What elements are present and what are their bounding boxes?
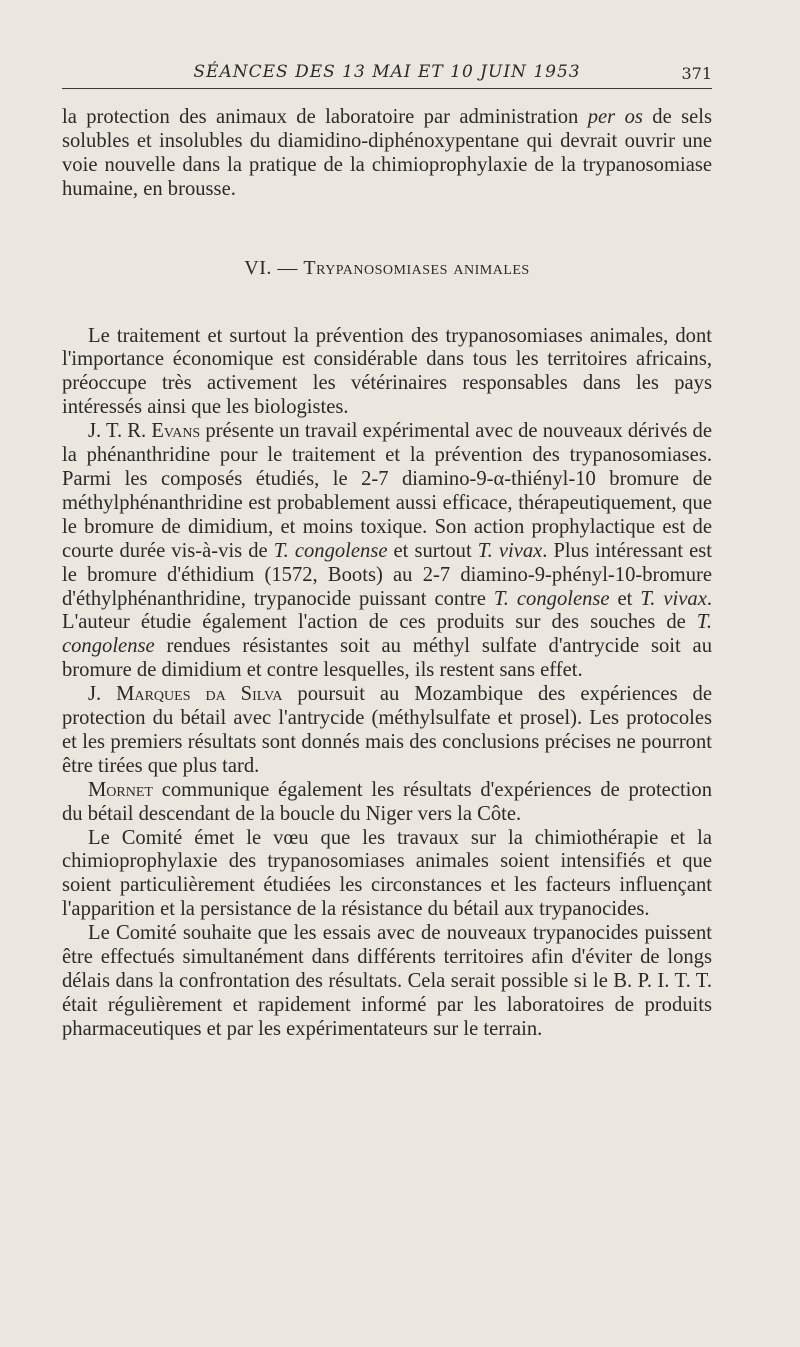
italic-term: per os <box>587 106 643 128</box>
paragraph <box>62 420 712 683</box>
species-name: T. vivax <box>477 539 543 562</box>
text-run: . L'auteur étudie également l'action de ces produits sur des souches de <box>62 587 712 634</box>
running-head: SÉANCES DES 13 MAI ET 10 JUIN 1953 <box>193 62 581 82</box>
text-run: . Plus intéressant est le bromure d'éthidium (1572, Boots) au 2-7 diamino-9-phényl-10-bromure d'éthylphénanthridine, trypanocide puissant contre <box>62 539 712 610</box>
author-name: Evans <box>151 420 201 443</box>
text-run: présente un travail expérimental avec de nouveaux dérivés de la phénanthridine pour le traitement et la prévention des trypanosomiases. Parmi les composés étudiés, le 2-7 diamino-9-α-thiényl-10 bromure de méthylphénanthridine est probablement aussi efficace, thérapeutiquement, que le bromure de dimidium, et moins toxique. Son action prophylactique est de courte durée vis-à-vis de <box>62 420 712 562</box>
section-title-text: Trypanosomiases animales <box>303 256 530 279</box>
author-name: Marques da Silva <box>116 683 283 706</box>
species-name: T. vivax <box>640 587 707 610</box>
text-run: communique également les résultats d'expériences de protection du bétail descendant de la boucle du Niger vers la Côte. <box>62 778 712 825</box>
text-run: et <box>609 587 641 610</box>
page-number: 371 <box>681 64 712 83</box>
text-run: poursuit au Mozambique des expériences de protection du bétail avec l'antrycide (méthylsulfate et prosel). Les protocoles et les premiers résultats sont donnés mais des conclusions précises ne pourront être tirées que plus tard. <box>62 683 712 777</box>
section-number: VI. — <box>244 256 304 279</box>
text-run: rendues résistantes soit au méthyl sulfate d'antrycide soit au bromure de dimidium et contre lesquelles, ils restent sans effet. <box>62 635 712 682</box>
section-title <box>62 257 712 281</box>
paragraph <box>62 779 712 827</box>
species-name: T. congolense <box>273 539 388 562</box>
paragraph-continuation <box>62 106 712 202</box>
text-run: de sels solubles et insolubles du diamidino-diphénoxypentane qui devrait ouvrir une voie nouvelle dans la pratique de la chimioprophylaxie de la trypanosomiase humaine, en brousse. <box>62 106 712 200</box>
text-run: la protection des animaux de laboratoire par administration <box>62 106 588 128</box>
paragraph: Le Comité émet le vœu que les travaux sur la chimiothérapie et la chimioprophylaxie des trypanosomiases animales soient intensifiés et que soient particulièrement étudiées les circonstances et les facteurs influençant l'apparition et la persistance de la résistance du bétail aux trypanocides. <box>62 826 712 921</box>
species-name: T. congolense <box>62 611 712 658</box>
paragraph <box>62 683 712 779</box>
text-run: et surtout <box>387 539 478 562</box>
author-name: Mornet <box>88 778 153 801</box>
body-text <box>62 106 712 1042</box>
paragraph: Le Comité souhaite que les essais avec de nouveaux trypanocides puissent être effectués simultanément dans différents territoires afin d'éviter de longs délais dans la confrontation des résultats. Cela serait possible si le B. P. I. T. T. était régulièrement et rapidement informé par les laboratoires de produits pharmaceutiques et par les expérimentateurs sur le terrain. <box>62 922 712 1040</box>
page-header <box>62 60 712 89</box>
paragraph: Le traitement et surtout la prévention des trypanosomiases animales, dont l'importance économique est considérable dans tous les territoires africains, préoccupe très activement les vétérinaires responsables dans les pays intéressés ainsi que les biologistes. <box>62 324 712 419</box>
author-initials: J. T. R. <box>88 420 152 443</box>
species-name: T. congolense <box>493 587 610 610</box>
author-initials: J. <box>88 683 117 706</box>
